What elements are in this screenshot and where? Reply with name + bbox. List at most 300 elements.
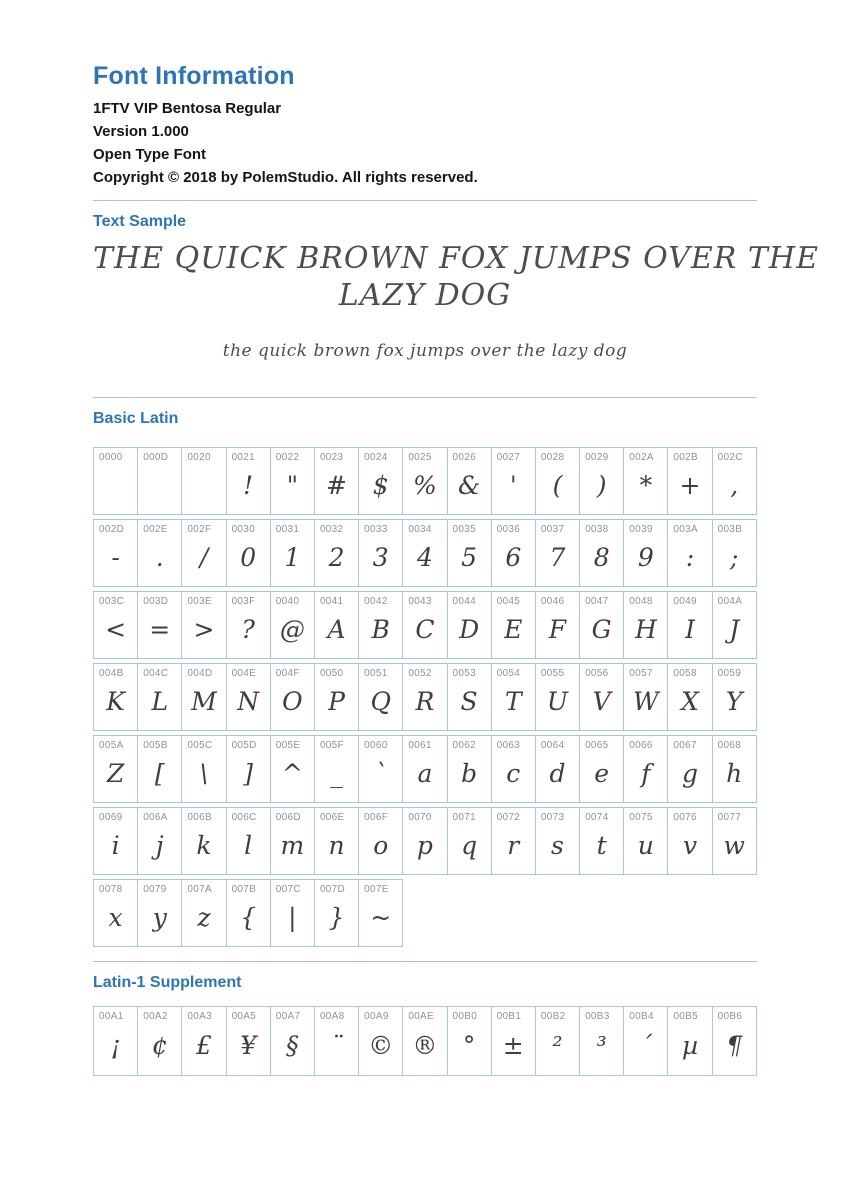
glyph-codepoint-label: 0027 xyxy=(496,452,521,463)
glyph-sample: . xyxy=(155,542,164,572)
glyph-sample: | xyxy=(288,902,297,932)
glyph-codepoint-label: 0053 xyxy=(452,668,476,679)
glyph-cell-00AE xyxy=(402,1006,447,1076)
glyph-sample: S xyxy=(460,686,478,716)
glyph-codepoint-label: 0034 xyxy=(408,524,432,535)
glyph-sample: / xyxy=(199,542,209,572)
glyph-codepoint-label: 0057 xyxy=(629,668,653,679)
section-heading-text-sample: Text Sample xyxy=(93,213,187,230)
glyph-cell-0041 xyxy=(314,591,359,659)
glyph-sample: J xyxy=(729,614,740,644)
glyph-cell-0069 xyxy=(93,807,138,875)
glyph-codepoint-label: 00B1 xyxy=(496,1011,522,1022)
glyph-sample: ¢ xyxy=(151,1030,168,1060)
glyph-cell-00B5 xyxy=(667,1006,712,1076)
glyph-codepoint-label: 0020 xyxy=(187,452,211,463)
glyph-codepoint-label: 0037 xyxy=(540,524,565,535)
glyph-cell-00A8 xyxy=(314,1006,359,1076)
glyph-sample: F xyxy=(548,614,567,644)
glyph-codepoint-label: 00A9 xyxy=(364,1011,389,1022)
glyph-cell-005F xyxy=(314,735,359,803)
glyph-cell-0034 xyxy=(402,519,447,587)
glyph-sample: E xyxy=(504,614,523,644)
glyph-cell-006B xyxy=(181,807,226,875)
section-divider xyxy=(93,397,757,398)
glyph-cell-0022 xyxy=(270,447,315,515)
glyph-row xyxy=(93,447,757,515)
section-heading-latin1-supplement: Latin-1 Supplement xyxy=(93,974,242,991)
glyph-cell-0053 xyxy=(447,663,492,731)
glyph-cell-003E xyxy=(181,591,226,659)
glyph-codepoint-label: 004C xyxy=(143,668,169,679)
glyph-cell-0032 xyxy=(314,519,359,587)
glyph-codepoint-label: 0079 xyxy=(143,884,167,895)
glyph-cell-0045 xyxy=(491,591,536,659)
glyph-cell-004E xyxy=(226,663,271,731)
glyph-codepoint-label: 002D xyxy=(99,524,125,535)
glyph-codepoint-label: 0060 xyxy=(364,740,388,751)
glyph-sample: ´ xyxy=(639,1030,653,1060)
glyph-sample: H xyxy=(634,614,657,644)
glyph-codepoint-label: 003A xyxy=(673,524,698,535)
glyph-codepoint-label: 0073 xyxy=(540,812,565,823)
glyph-sample: c xyxy=(506,758,521,788)
glyph-cell-0076 xyxy=(667,807,712,875)
glyph-codepoint-label: 0033 xyxy=(364,524,388,535)
glyph-sample: R xyxy=(415,686,435,716)
glyph-sample: f xyxy=(641,758,651,788)
font-type: Open Type Font xyxy=(93,146,207,163)
glyph-row xyxy=(93,1006,757,1076)
glyph-sample: £ xyxy=(196,1030,212,1060)
glyph-sample: k xyxy=(196,830,212,860)
glyph-sample: # xyxy=(326,470,347,500)
glyph-sample: P xyxy=(328,686,345,716)
glyph-cell-00B6 xyxy=(712,1006,757,1076)
glyph-cell-0059 xyxy=(712,663,757,731)
glyph-codepoint-label: 005E xyxy=(275,740,301,751)
glyph-cell-0067 xyxy=(667,735,712,803)
glyph-sample: = xyxy=(149,614,171,644)
glyph-sample: m xyxy=(280,830,305,860)
glyph-cell-002F xyxy=(181,519,226,587)
glyph-codepoint-label: 004D xyxy=(187,668,213,679)
glyph-sample: < xyxy=(105,614,127,644)
glyph-sample: 5 xyxy=(461,542,478,572)
glyph-cell-005E xyxy=(270,735,315,803)
glyph-sample: y xyxy=(152,902,167,932)
glyph-cell-0051 xyxy=(358,663,403,731)
glyph-cell-007E xyxy=(358,879,403,947)
glyph-codepoint-label: 0058 xyxy=(673,668,697,679)
glyph-sample: N xyxy=(237,686,260,716)
glyph-cell-0052 xyxy=(402,663,447,731)
glyph-sample: I xyxy=(685,614,695,644)
glyph-codepoint-label: 0066 xyxy=(629,740,653,751)
glyph-cell-0024 xyxy=(358,447,403,515)
glyph-sample: ? xyxy=(241,614,255,644)
glyph-codepoint-label: 007D xyxy=(319,884,346,895)
glyph-sample: 1 xyxy=(284,542,301,572)
glyph-sample: s xyxy=(551,830,564,860)
glyph-cell-004D xyxy=(181,663,226,731)
glyph-cell-0062 xyxy=(447,735,492,803)
glyph-cell-0043 xyxy=(402,591,447,659)
glyph-cell-0047 xyxy=(579,591,624,659)
glyph-sample: ¥ xyxy=(240,1030,257,1060)
glyph-codepoint-label: 0067 xyxy=(673,740,697,751)
glyph-cell-002E xyxy=(137,519,182,587)
glyph-cell-007B xyxy=(226,879,271,947)
glyph-row xyxy=(93,735,757,803)
glyph-codepoint-label: 0038 xyxy=(585,524,609,535)
glyph-sample: & xyxy=(457,470,481,500)
glyph-codepoint-label: 0070 xyxy=(408,812,432,823)
glyph-sample: z xyxy=(197,902,211,932)
glyph-cell-00A7 xyxy=(270,1006,315,1076)
glyph-sample: B xyxy=(371,614,390,644)
glyph-codepoint-label: 0050 xyxy=(319,668,344,679)
glyph-codepoint-label: 003E xyxy=(187,596,212,607)
glyph-cell-000D xyxy=(137,447,182,515)
glyph-cell-0054 xyxy=(491,663,536,731)
glyph-sample: ³ xyxy=(596,1030,607,1060)
glyph-sample: { xyxy=(240,902,257,932)
glyph-sample: V xyxy=(592,686,611,716)
glyph-sample: Z xyxy=(106,758,125,788)
glyph-codepoint-label: 0049 xyxy=(673,596,697,607)
glyph-sample: W xyxy=(632,686,659,716)
glyph-codepoint-label: 00B4 xyxy=(629,1011,654,1022)
glyph-cell-0075 xyxy=(623,807,668,875)
section-heading-basic-latin: Basic Latin xyxy=(93,410,179,427)
glyph-sample: r xyxy=(507,830,520,860)
glyph-cell-006D xyxy=(270,807,315,875)
document-page xyxy=(93,0,819,1076)
glyph-sample: e xyxy=(594,758,610,788)
glyph-codepoint-label: 0077 xyxy=(717,812,742,823)
glyph-codepoint-label: 00A8 xyxy=(319,1011,345,1022)
glyph-cell-005A xyxy=(93,735,138,803)
glyph-codepoint-label: 00B3 xyxy=(585,1011,610,1022)
glyph-codepoint-label: 0000 xyxy=(99,452,123,463)
text-sample-uppercase-line2: LAZY DOG xyxy=(338,278,512,313)
glyph-cell-0068 xyxy=(712,735,757,803)
glyph-codepoint-label: 003B xyxy=(717,524,743,535)
glyph-codepoint-label: 002C xyxy=(717,452,743,463)
glyph-sample: ] xyxy=(243,758,254,788)
glyph-sample: i xyxy=(111,830,120,860)
glyph-sample: ¨ xyxy=(330,1030,343,1060)
glyph-cell-0028 xyxy=(535,447,580,515)
glyph-sample xyxy=(94,464,137,514)
glyph-cell-0078 xyxy=(93,879,138,947)
glyph-sample: d xyxy=(549,758,566,788)
glyph-codepoint-label: 0051 xyxy=(364,668,388,679)
glyph-codepoint-label: 003F xyxy=(231,596,256,607)
font-name: 1FTV VIP Bentosa Regular xyxy=(93,100,282,117)
glyph-codepoint-label: 00A7 xyxy=(275,1011,301,1022)
glyph-cell-0030 xyxy=(226,519,271,587)
glyph-codepoint-label: 0075 xyxy=(629,812,653,823)
glyph-cell-00A2 xyxy=(137,1006,182,1076)
glyph-codepoint-label: 00B6 xyxy=(717,1011,743,1022)
glyph-cell-00B2 xyxy=(535,1006,580,1076)
glyph-sample: ~ xyxy=(370,902,392,932)
glyph-codepoint-label: 0061 xyxy=(408,740,432,751)
glyph-cell-003A xyxy=(667,519,712,587)
glyph-cell-003C xyxy=(93,591,138,659)
glyph-sample: x xyxy=(108,902,123,932)
glyph-cell-007A xyxy=(181,879,226,947)
glyph-sample: j xyxy=(155,830,164,860)
glyph-sample: 2 xyxy=(328,542,345,572)
glyph-codepoint-label: 0025 xyxy=(408,452,432,463)
glyph-codepoint-label: 0042 xyxy=(364,596,388,607)
glyph-sample: * xyxy=(639,470,653,500)
glyph-cell-0058 xyxy=(667,663,712,731)
glyph-codepoint-label: 0052 xyxy=(408,668,432,679)
glyph-sample: $ xyxy=(372,470,389,500)
glyph-cell-0050 xyxy=(314,663,359,731)
section-divider xyxy=(93,961,757,962)
glyph-sample: A xyxy=(327,614,346,644)
glyph-sample: M xyxy=(191,686,217,716)
glyph-codepoint-label: 007E xyxy=(364,884,389,895)
glyph-codepoint-label: 0040 xyxy=(275,596,300,607)
glyph-sample: 3 xyxy=(372,542,389,572)
glyph-codepoint-label: 006A xyxy=(143,812,168,823)
glyph-sample: Y xyxy=(725,686,743,716)
glyph-sample: % xyxy=(413,470,437,500)
glyph-cell-0057 xyxy=(623,663,668,731)
glyph-sample: U xyxy=(546,686,568,716)
glyph-codepoint-label: 0046 xyxy=(540,596,565,607)
glyph-sample: K xyxy=(106,686,125,716)
glyph-row xyxy=(93,807,757,875)
glyph-codepoint-label: 00A5 xyxy=(231,1011,257,1022)
glyph-codepoint-label: 006B xyxy=(187,812,212,823)
text-sample-uppercase xyxy=(93,240,819,314)
glyph-codepoint-label: 004A xyxy=(717,596,743,607)
glyph-codepoint-label: 0069 xyxy=(99,812,123,823)
glyph-sample: t xyxy=(596,830,607,860)
glyph-sample: b xyxy=(461,758,478,788)
glyph-codepoint-label: 0062 xyxy=(452,740,476,751)
glyph-codepoint-label: 007A xyxy=(187,884,212,895)
glyph-codepoint-label: 0028 xyxy=(540,452,565,463)
glyph-sample: L xyxy=(151,686,169,716)
glyph-sample: p xyxy=(416,830,433,860)
glyph-codepoint-label: 002B xyxy=(673,452,698,463)
glyph-sample: ² xyxy=(552,1030,563,1060)
glyph-cell-004C xyxy=(137,663,182,731)
glyph-sample: ¡ xyxy=(110,1030,121,1060)
glyph-cell-0066 xyxy=(623,735,668,803)
glyph-sample: _ xyxy=(330,758,343,788)
glyph-cell-0039 xyxy=(623,519,668,587)
glyph-codepoint-label: 0044 xyxy=(452,596,476,607)
glyph-cell-0036 xyxy=(491,519,536,587)
glyph-cell-007C xyxy=(270,879,315,947)
glyph-sample: h xyxy=(726,758,743,788)
glyph-cell-007D xyxy=(314,879,359,947)
latin1-supplement-glyph-table xyxy=(93,1006,757,1076)
section-divider xyxy=(93,200,757,201)
glyph-cell-002C xyxy=(712,447,757,515)
glyph-cell-0070 xyxy=(402,807,447,875)
glyph-codepoint-label: 0030 xyxy=(231,524,256,535)
glyph-cell-0026 xyxy=(447,447,492,515)
glyph-codepoint-label: 006C xyxy=(231,812,257,823)
glyph-sample: ° xyxy=(462,1030,476,1060)
glyph-cell-0073 xyxy=(535,807,580,875)
glyph-codepoint-label: 0047 xyxy=(585,596,609,607)
glyph-codepoint-label: 0031 xyxy=(275,524,300,535)
glyph-cell-0071 xyxy=(447,807,492,875)
glyph-codepoint-label: 0055 xyxy=(540,668,565,679)
glyph-sample: X xyxy=(681,686,699,716)
glyph-codepoint-label: 0023 xyxy=(319,452,344,463)
glyph-sample: 4 xyxy=(416,542,433,572)
glyph-codepoint-label: 00AE xyxy=(408,1011,434,1022)
glyph-sample: : xyxy=(685,542,695,572)
glyph-cell-0048 xyxy=(623,591,668,659)
glyph-codepoint-label: 006D xyxy=(275,812,301,823)
glyph-sample: a xyxy=(417,758,433,788)
glyph-row xyxy=(93,519,757,587)
glyph-codepoint-label: 00B0 xyxy=(452,1011,478,1022)
glyph-codepoint-label: 0024 xyxy=(364,452,388,463)
page-title: Font Information xyxy=(93,62,295,90)
glyph-cell-0074 xyxy=(579,807,624,875)
glyph-sample: ( xyxy=(552,470,563,500)
glyph-cell-00B4 xyxy=(623,1006,668,1076)
glyph-sample: G xyxy=(591,614,612,644)
glyph-cell-0027 xyxy=(491,447,536,515)
glyph-sample: ± xyxy=(502,1030,524,1060)
glyph-sample: w xyxy=(723,830,745,860)
glyph-cell-004F xyxy=(270,663,315,731)
glyph-codepoint-label: 0056 xyxy=(585,668,609,679)
glyph-codepoint-label: 002A xyxy=(629,452,654,463)
glyph-codepoint-label: 0048 xyxy=(629,596,653,607)
glyph-cell-006A xyxy=(137,807,182,875)
glyph-codepoint-label: 005C xyxy=(187,740,213,751)
glyph-cell-0029 xyxy=(579,447,624,515)
glyph-codepoint-label: 0039 xyxy=(629,524,653,535)
glyph-cell-0061 xyxy=(402,735,447,803)
glyph-cell-0055 xyxy=(535,663,580,731)
glyph-cell-00A5 xyxy=(226,1006,271,1076)
glyph-cell-0049 xyxy=(667,591,712,659)
glyph-cell-002A xyxy=(623,447,668,515)
glyph-cell-0042 xyxy=(358,591,403,659)
glyph-sample: § xyxy=(286,1030,299,1060)
glyph-cell-004A xyxy=(712,591,757,659)
glyph-cell-0079 xyxy=(137,879,182,947)
glyph-sample: ; xyxy=(730,542,739,572)
glyph-sample: © xyxy=(368,1030,394,1060)
glyph-cell-002B xyxy=(667,447,712,515)
text-sample-uppercase-line1: THE QUICK BROWN FOX JUMPS OVER THE xyxy=(93,241,819,276)
glyph-sample: 8 xyxy=(593,542,610,572)
font-copyright: Copyright © 2018 by PolemStudio. All rights reserved. xyxy=(93,169,478,186)
glyph-sample: l xyxy=(244,830,253,860)
glyph-sample: D xyxy=(459,614,480,644)
glyph-sample: ' xyxy=(509,470,517,500)
glyph-sample: ® xyxy=(412,1030,438,1060)
text-sample-lowercase: the quick brown fox jumps over the lazy dog xyxy=(222,341,628,361)
glyph-sample: 7 xyxy=(549,542,566,572)
glyph-sample: Q xyxy=(370,686,391,716)
glyph-cell-006C xyxy=(226,807,271,875)
glyph-sample: @ xyxy=(279,614,305,644)
glyph-codepoint-label: 002E xyxy=(143,524,168,535)
glyph-codepoint-label: 007C xyxy=(275,884,301,895)
glyph-codepoint-label: 00A1 xyxy=(99,1011,124,1022)
glyph-cell-00B3 xyxy=(579,1006,624,1076)
glyph-cell-0035 xyxy=(447,519,492,587)
glyph-sample: } xyxy=(328,902,345,932)
glyph-codepoint-label: 0065 xyxy=(585,740,609,751)
glyph-cell-0044 xyxy=(447,591,492,659)
glyph-codepoint-label: 0029 xyxy=(585,452,609,463)
glyph-cell-006E xyxy=(314,807,359,875)
glyph-codepoint-label: 0043 xyxy=(408,596,432,607)
glyph-codepoint-label: 002F xyxy=(187,524,212,535)
glyph-cell-0060 xyxy=(358,735,403,803)
glyph-cell-002D xyxy=(93,519,138,587)
glyph-codepoint-label: 000D xyxy=(143,452,169,463)
glyph-sample: T xyxy=(504,686,522,716)
glyph-codepoint-label: 00A2 xyxy=(143,1011,168,1022)
glyph-codepoint-label: 0022 xyxy=(275,452,300,463)
glyph-sample: + xyxy=(679,470,701,500)
glyph-codepoint-label: 005B xyxy=(143,740,168,751)
glyph-codepoint-label: 0021 xyxy=(231,452,256,463)
glyph-cell-0023 xyxy=(314,447,359,515)
glyph-cell-0020 xyxy=(181,447,226,515)
glyph-codepoint-label: 005F xyxy=(319,740,344,751)
glyph-sample: ¶ xyxy=(726,1030,743,1060)
glyph-codepoint-label: 00A3 xyxy=(187,1011,212,1022)
glyph-cell-00B1 xyxy=(491,1006,536,1076)
glyph-codepoint-label: 005A xyxy=(99,740,124,751)
glyph-sample: ! xyxy=(243,470,254,500)
glyph-codepoint-label: 00B2 xyxy=(540,1011,566,1022)
glyph-sample: q xyxy=(461,830,478,860)
glyph-sample xyxy=(182,464,225,514)
glyph-sample: \ xyxy=(199,758,209,788)
glyph-sample: C xyxy=(415,614,435,644)
font-version: Version 1.000 xyxy=(93,123,189,140)
glyph-sample: ^ xyxy=(281,758,303,788)
glyph-cell-00A3 xyxy=(181,1006,226,1076)
glyph-codepoint-label: 0045 xyxy=(496,596,521,607)
glyph-sample: n xyxy=(328,830,345,860)
glyph-cell-0000 xyxy=(93,447,138,515)
glyph-codepoint-label: 004F xyxy=(275,668,300,679)
glyph-codepoint-label: 005D xyxy=(231,740,257,751)
glyph-cell-003D xyxy=(137,591,182,659)
glyph-codepoint-label: 003D xyxy=(143,596,169,607)
glyph-cell-0077 xyxy=(712,807,757,875)
glyph-codepoint-label: 003C xyxy=(99,596,125,607)
glyph-cell-0040 xyxy=(270,591,315,659)
glyph-sample: " xyxy=(286,470,299,500)
glyph-row xyxy=(93,663,757,731)
